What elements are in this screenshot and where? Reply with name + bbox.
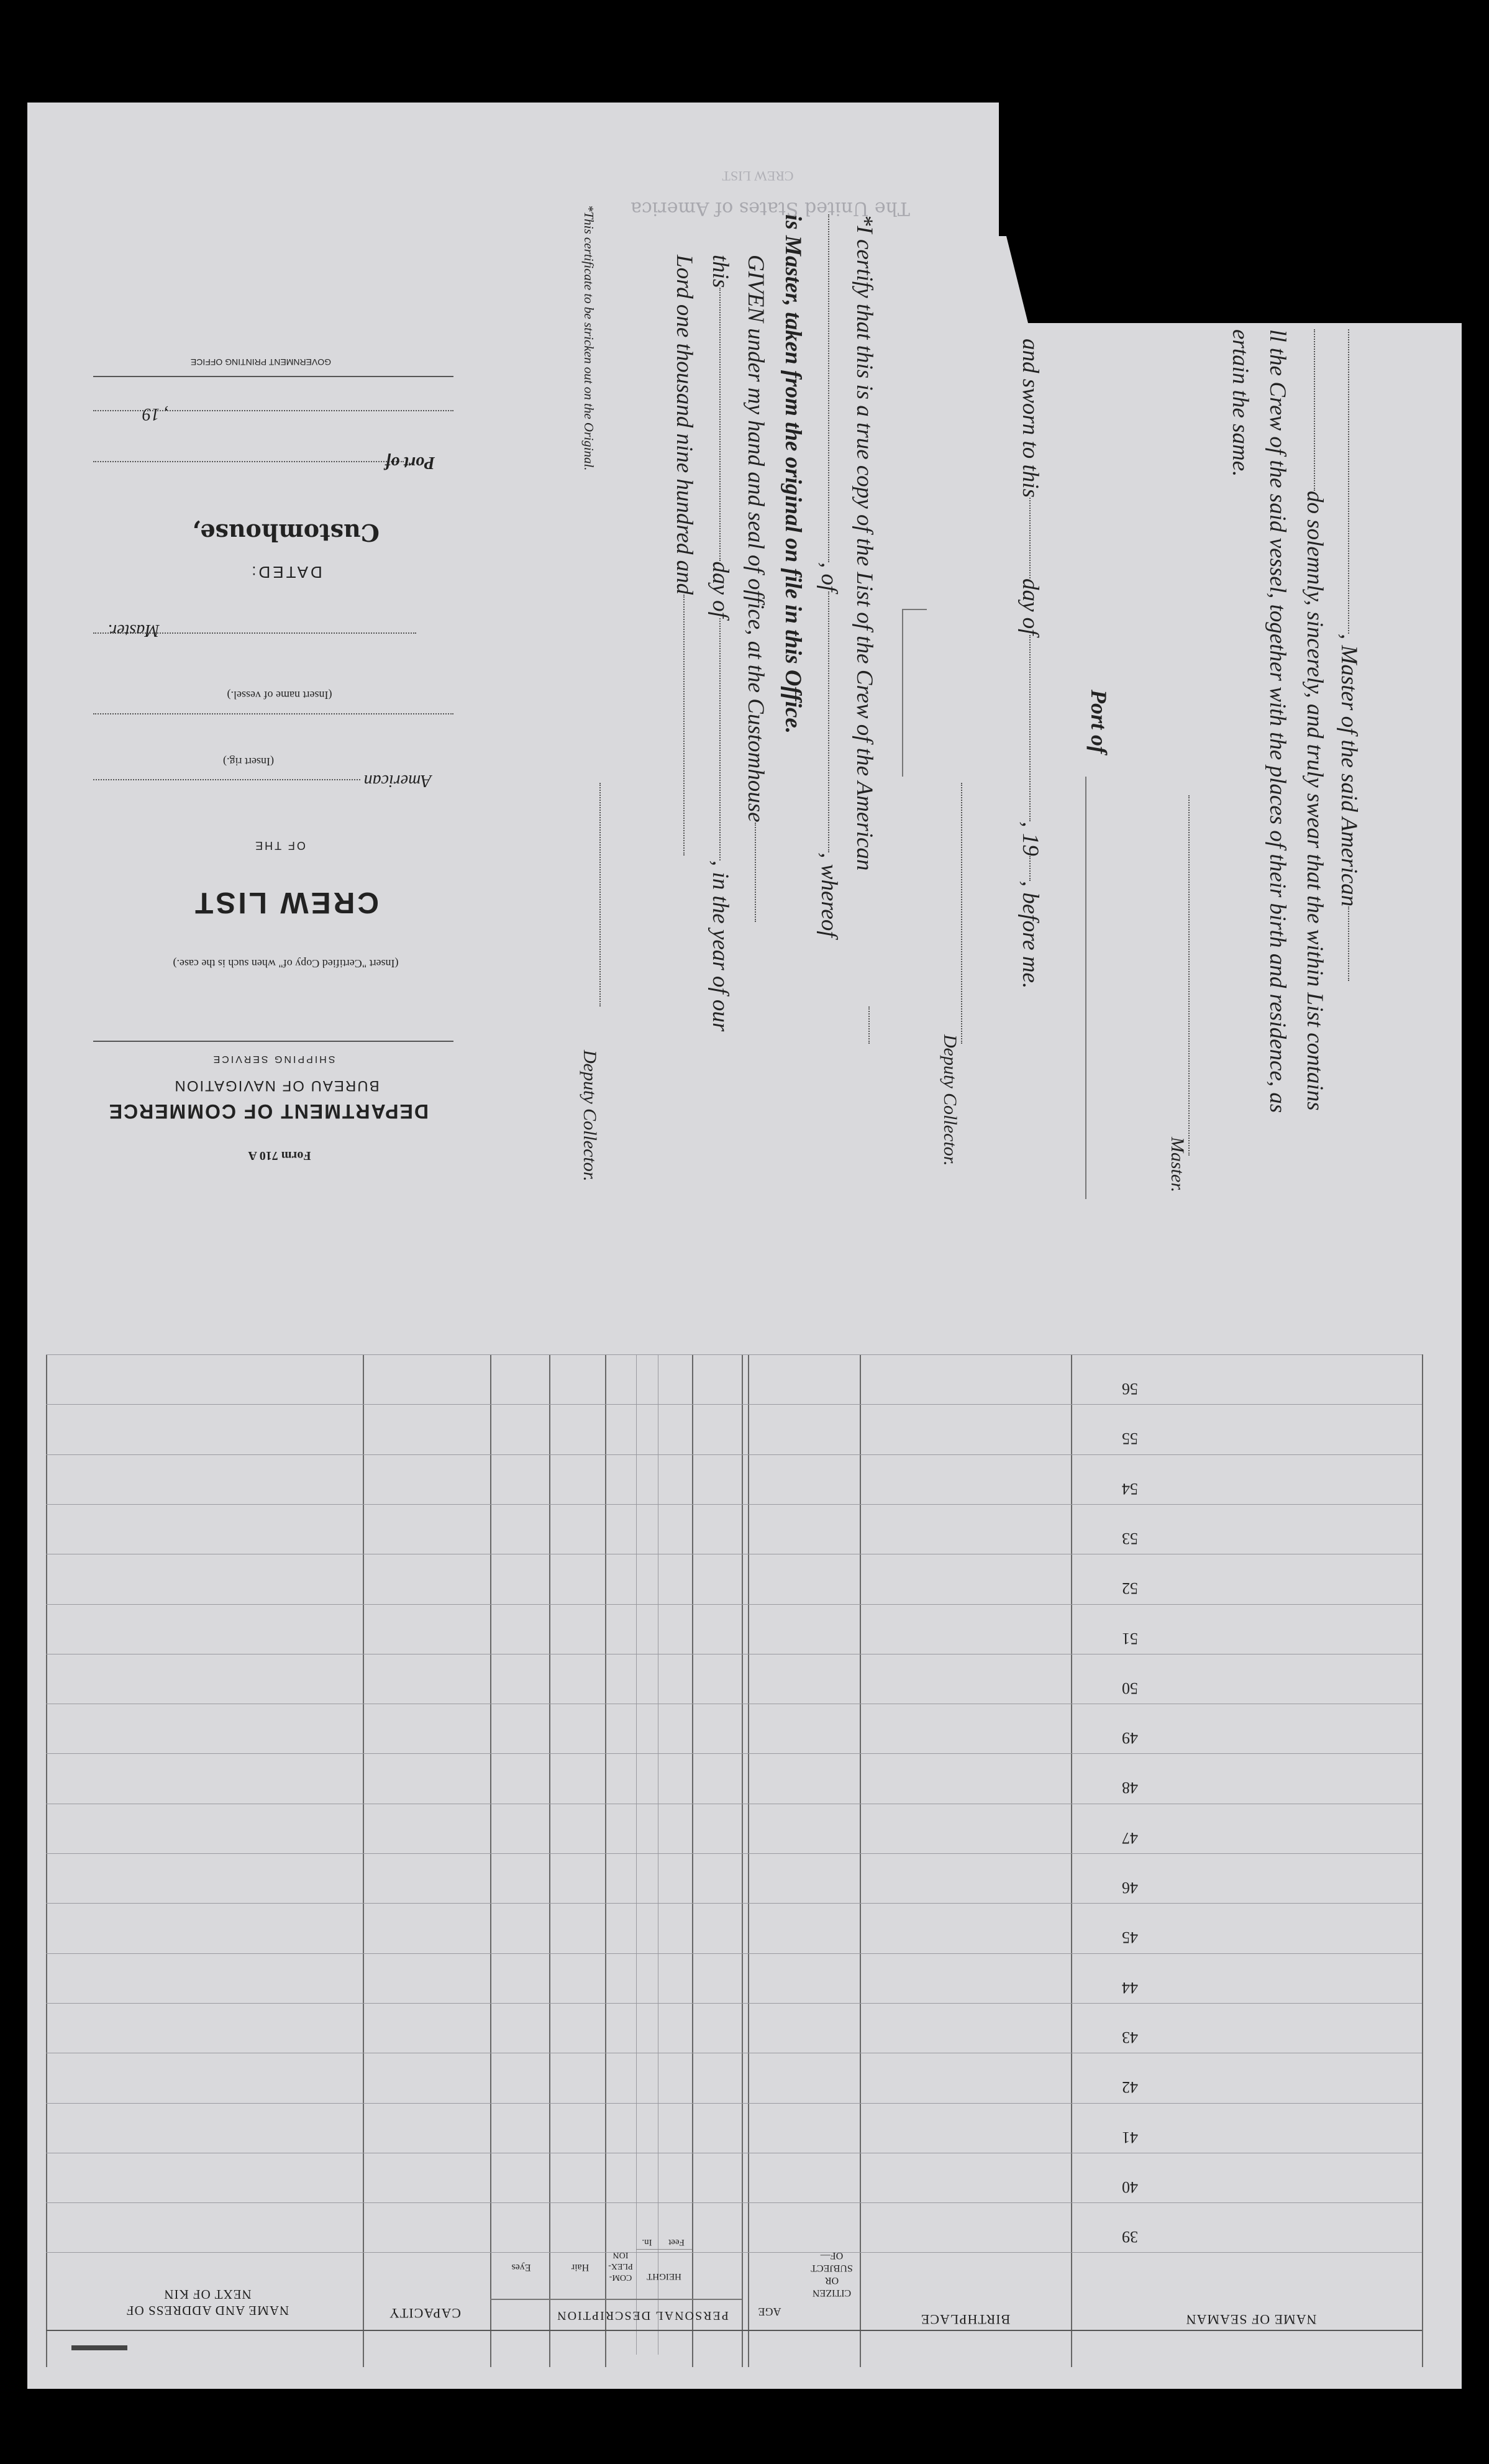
table-row-rule (46, 1604, 1422, 1605)
header-age: AGE (758, 2306, 781, 2318)
header-capacity: CAPACITY (389, 2306, 461, 2321)
header-citizen: CITIZEN OR SUBJECT OF— (811, 2250, 853, 2298)
header-eyes: Eyes (511, 2262, 531, 2273)
lord-line: Lord one thousand nine hundred and (666, 255, 702, 856)
header-birthplace: BIRTHPLACE (920, 2312, 1011, 2327)
row-number: 56 (1122, 1380, 1138, 1398)
cover-year: , 19 (142, 404, 168, 424)
printing-office: GOVERNMENT PRINTING OFFICE (190, 357, 332, 367)
header-next-of-kin: NAME AND ADDRESS OF NEXT OF KIN (125, 2287, 289, 2318)
certify-bracket (902, 609, 903, 777)
ghost-crew-list: CREW LIST (722, 168, 794, 184)
certify-line: *I certify that this is a true copy of the List of the Crew of the American (852, 214, 877, 871)
header-complexion: COM- PLEX- ION (608, 2250, 633, 2282)
table-row-rule (46, 1504, 1422, 1505)
sworn-line: and sworn to thisday of, 19, before me. (1018, 339, 1043, 989)
header-hair: Hair (571, 2262, 590, 2273)
cover-title[interactable]: CREW LIST (193, 886, 379, 919)
right-port-line (1085, 777, 1086, 1199)
table-row-rule (46, 1454, 1422, 1455)
row-number: 46 (1122, 1879, 1138, 1897)
cover-shipping-service: SHIPPING SERVICE (211, 1054, 335, 1064)
cover-insert-name: (Insert name of vessel.) (227, 689, 332, 701)
cover-insert-rig: (Insert rig.) (223, 755, 274, 768)
row-number: 40 (1122, 2178, 1138, 2196)
cover-port-of: Port of (385, 453, 435, 472)
table-row-rule (46, 1903, 1422, 1904)
cover-mid-rule (93, 1041, 453, 1042)
table-row-rule (46, 1354, 1422, 1355)
cover-master: Master. (107, 621, 160, 640)
crew-table (27, 1354, 1456, 2367)
row-number: 43 (1122, 2028, 1138, 2046)
row-number: 52 (1122, 1579, 1138, 1598)
ghost-united-states: The United States of America (631, 198, 910, 219)
oath-line-1: , Master of the said American (1331, 329, 1367, 981)
is-master-line: is Master, taken from the original on file in this Office. (780, 214, 806, 734)
center-deputy-line (599, 783, 601, 1006)
cover-rig-line (93, 779, 360, 780)
edge-stamp (71, 2345, 127, 2350)
table-row-rule (46, 2103, 1422, 2104)
certificate-footnote: *This certificate to be stricken out on the Original. (581, 205, 596, 471)
row-number: 53 (1122, 1529, 1138, 1548)
center-deputy-collector: Deputy Collector. (580, 1050, 600, 1182)
this-day-line: thisday of, in the year of our (708, 255, 733, 1032)
cover-of-the: OF THE (253, 839, 306, 852)
table-row-rule (46, 1404, 1422, 1405)
cover-department: DEPARTMENT OF COMMERCE (107, 1100, 429, 1123)
table-row-rule (46, 1953, 1422, 1954)
oath-line-4: ertain the same. (1227, 329, 1253, 477)
header-height: HEIGHT (647, 2271, 681, 2281)
given-line: GIVEN under my hand and seal of office, at the Customhouse (737, 255, 773, 922)
cover-vessel-line (93, 713, 453, 714)
cover-insert-note: (Insert "Certified Copy of" when such is the case.) (173, 957, 399, 970)
cover-american: American (363, 771, 432, 790)
table-row-rule (46, 1753, 1422, 1754)
row-number: 51 (1122, 1629, 1138, 1648)
row-number: 39 (1122, 2228, 1138, 2247)
cover-top-rule (93, 376, 453, 377)
cover-customhouse: Customhouse, (192, 519, 380, 547)
master-label: Master. (1167, 1137, 1188, 1193)
row-number: 50 (1122, 1679, 1138, 1697)
cover-form-number: Form 710 A (248, 1149, 311, 1162)
row-number: 42 (1122, 2078, 1138, 2097)
certify-bracket-top (902, 609, 927, 610)
row-number: 55 (1122, 1430, 1138, 1448)
table-row-rule (46, 2252, 1422, 2253)
cover-bureau: BUREAU OF NAVIGATION (173, 1077, 380, 1094)
right-deputy-collector: Deputy Collector. (940, 1034, 960, 1166)
oath-line-2: do solemnly, sincerely, and truly swear that the within List contains (1296, 329, 1332, 1111)
row-number: 49 (1122, 1729, 1138, 1748)
paper-tear-strip (969, 236, 1031, 335)
table-row-rule (46, 2202, 1422, 2203)
cover-port-line (93, 461, 404, 462)
header-inches: In. (642, 2237, 652, 2247)
table-row-rule (46, 2003, 1422, 2004)
row-number: 47 (1122, 1828, 1138, 1847)
header-personal-description: PERSONAL DESCRIPTION (556, 2309, 729, 2322)
header-feet: Feet (668, 2237, 685, 2247)
right-deputy-line (961, 783, 962, 1044)
of-whereof-line: , of, whereof (811, 214, 847, 938)
cover-dated: DATED: (249, 563, 322, 582)
table-row-rule (46, 1853, 1422, 1854)
oath-line-3: ll the Crew of the said vessel, together with the places of their birth and residence, as (1265, 329, 1290, 1113)
header-name-of-seaman: NAME OF SEAMAN (1185, 2312, 1317, 2327)
row-number: 45 (1122, 1928, 1138, 1947)
certify-line-fill (868, 1006, 871, 1044)
master-signature-line (1188, 795, 1190, 1156)
right-port-of: Port of (1086, 690, 1111, 754)
row-number: 48 (1122, 1779, 1138, 1797)
row-number: 41 (1122, 2128, 1138, 2147)
row-number: 44 (1122, 1978, 1138, 1997)
row-number: 54 (1122, 1479, 1138, 1498)
